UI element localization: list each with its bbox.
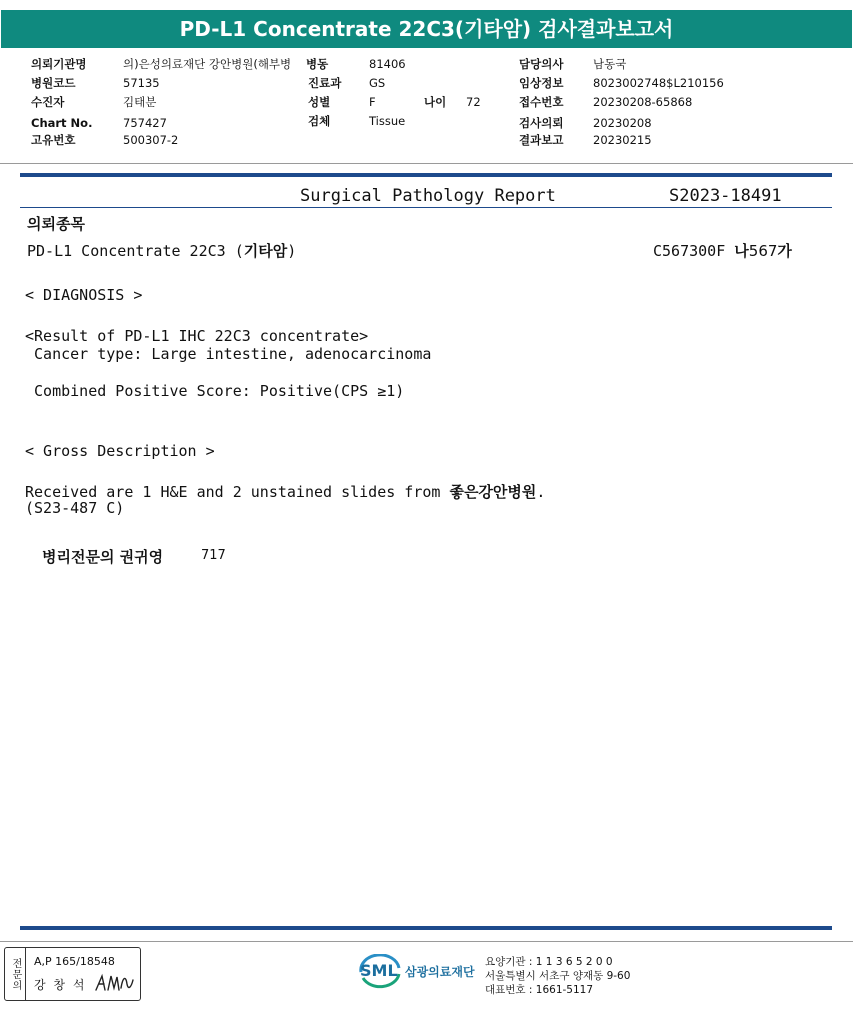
- info-label-receipt-no: 접수번호: [519, 95, 564, 109]
- test-code: [653, 240, 792, 261]
- info-value-clinical-info: 8023002748$L210156: [593, 76, 724, 90]
- report-bottom-rule: [20, 926, 832, 930]
- info-value-specimen: Tissue: [369, 114, 406, 128]
- info-label-institution: 의뢰기관명: [31, 57, 87, 71]
- report-top-rule: [20, 173, 832, 177]
- result-heading: <Result of PD-L1 IHC 22C3 concentrate>: [25, 327, 369, 345]
- info-value-receipt-no: 20230208-65868: [593, 95, 693, 109]
- info-label-doctor: 담당의사: [519, 57, 564, 71]
- footer-address: 서울특별시 서초구 양재동 9-60: [485, 970, 631, 982]
- info-value-hospital-code: 57135: [123, 76, 160, 90]
- gross-line-2: (S23-487 C): [25, 499, 125, 517]
- combined-positive-score: Combined Positive Score: Positive(CPS ≥1): [25, 382, 405, 400]
- stamp-side-text: 전문의: [10, 957, 21, 991]
- stamp-name: 강 창 석: [34, 978, 87, 992]
- info-label-sex: 성별: [308, 95, 331, 109]
- test-name-prefix: PD-L1 Concentrate 22C3 (: [27, 242, 244, 260]
- pathologist-name: 병리전문의 권귀영: [42, 548, 164, 566]
- report-title-underline: [20, 207, 832, 208]
- info-value-patient: 김태분: [123, 95, 157, 109]
- info-value-chart-no: 757427: [123, 116, 167, 130]
- report-title: Surgical Pathology Report: [300, 186, 556, 206]
- test-code-korean-2: 가: [777, 242, 792, 260]
- signature-icon: [93, 970, 137, 996]
- gross-line-1-hospital: 좋은강안병원: [449, 483, 537, 501]
- specialist-stamp: [4, 947, 141, 1001]
- info-value-request-date: 20230208: [593, 116, 652, 130]
- report-header-title: PD-L1 Concentrate 22C3(기타암) 검사결과보고서: [1, 10, 852, 48]
- request-section-heading: 의뢰종목: [27, 215, 85, 233]
- footer-divider: [0, 941, 853, 942]
- patient-info: [0, 0, 853, 160]
- info-label-patient: 수진자: [31, 95, 65, 109]
- info-label-specimen: 검체: [308, 114, 331, 128]
- info-label-report-date: 결과보고: [519, 133, 564, 147]
- info-value-doctor: 남동국: [593, 57, 627, 71]
- info-label-age: 나이: [424, 95, 447, 109]
- info-label-request-date: 검사의뢰: [519, 116, 564, 130]
- info-value-ward: 81406: [369, 57, 406, 71]
- gross-line-1-suffix: .: [536, 483, 546, 501]
- info-value-report-date: 20230215: [593, 133, 652, 147]
- gross-line-1-text: Received are 1 H&E and 2 unstained slides from: [25, 483, 450, 501]
- info-label-chart-no: Chart No.: [31, 116, 93, 130]
- info-label-clinical-info: 임상정보: [519, 76, 564, 90]
- org-name: 삼광의료재단: [405, 965, 475, 979]
- cancer-type: Cancer type: Large intestine, adenocarcinoma: [25, 345, 432, 363]
- test-code-korean-1: 나: [734, 242, 749, 260]
- gross-description-heading: < Gross Description >: [25, 442, 215, 460]
- stamp-side-label: [5, 948, 26, 1000]
- stamp-license: A,P 165/18548: [34, 955, 115, 968]
- info-value-unique-no: 500307-2: [123, 133, 179, 147]
- info-value-institution: 의)은성의료재단 강안병원(해부병: [123, 57, 292, 71]
- logo-text: SML: [360, 961, 398, 980]
- info-value-age: 72: [466, 95, 481, 109]
- footer-phone: 대표번호 : 1661-5117: [485, 984, 594, 996]
- test-name-korean: 기타암: [243, 242, 288, 260]
- report-number: S2023-18491: [669, 186, 782, 206]
- info-label-department: 진료과: [308, 76, 342, 90]
- info-value-department: GS: [369, 76, 386, 90]
- test-code-prefix: C567300F: [653, 242, 735, 260]
- footer-institution-code: 요양기관 : 1 1 3 6 5 2 0 0: [485, 956, 613, 968]
- info-value-sex: F: [369, 95, 376, 109]
- header-divider: [0, 163, 853, 164]
- diagnosis-heading: < DIAGNOSIS >: [25, 286, 143, 304]
- test-name-suffix: ): [287, 242, 297, 260]
- test-code-number: 567: [748, 242, 778, 260]
- info-label-unique-no: 고유번호: [31, 133, 76, 147]
- test-name: [27, 240, 296, 261]
- pathologist-number: 717: [201, 548, 226, 563]
- info-label-ward: 병동: [305, 55, 328, 74]
- info-label-hospital-code: 병원코드: [31, 76, 76, 90]
